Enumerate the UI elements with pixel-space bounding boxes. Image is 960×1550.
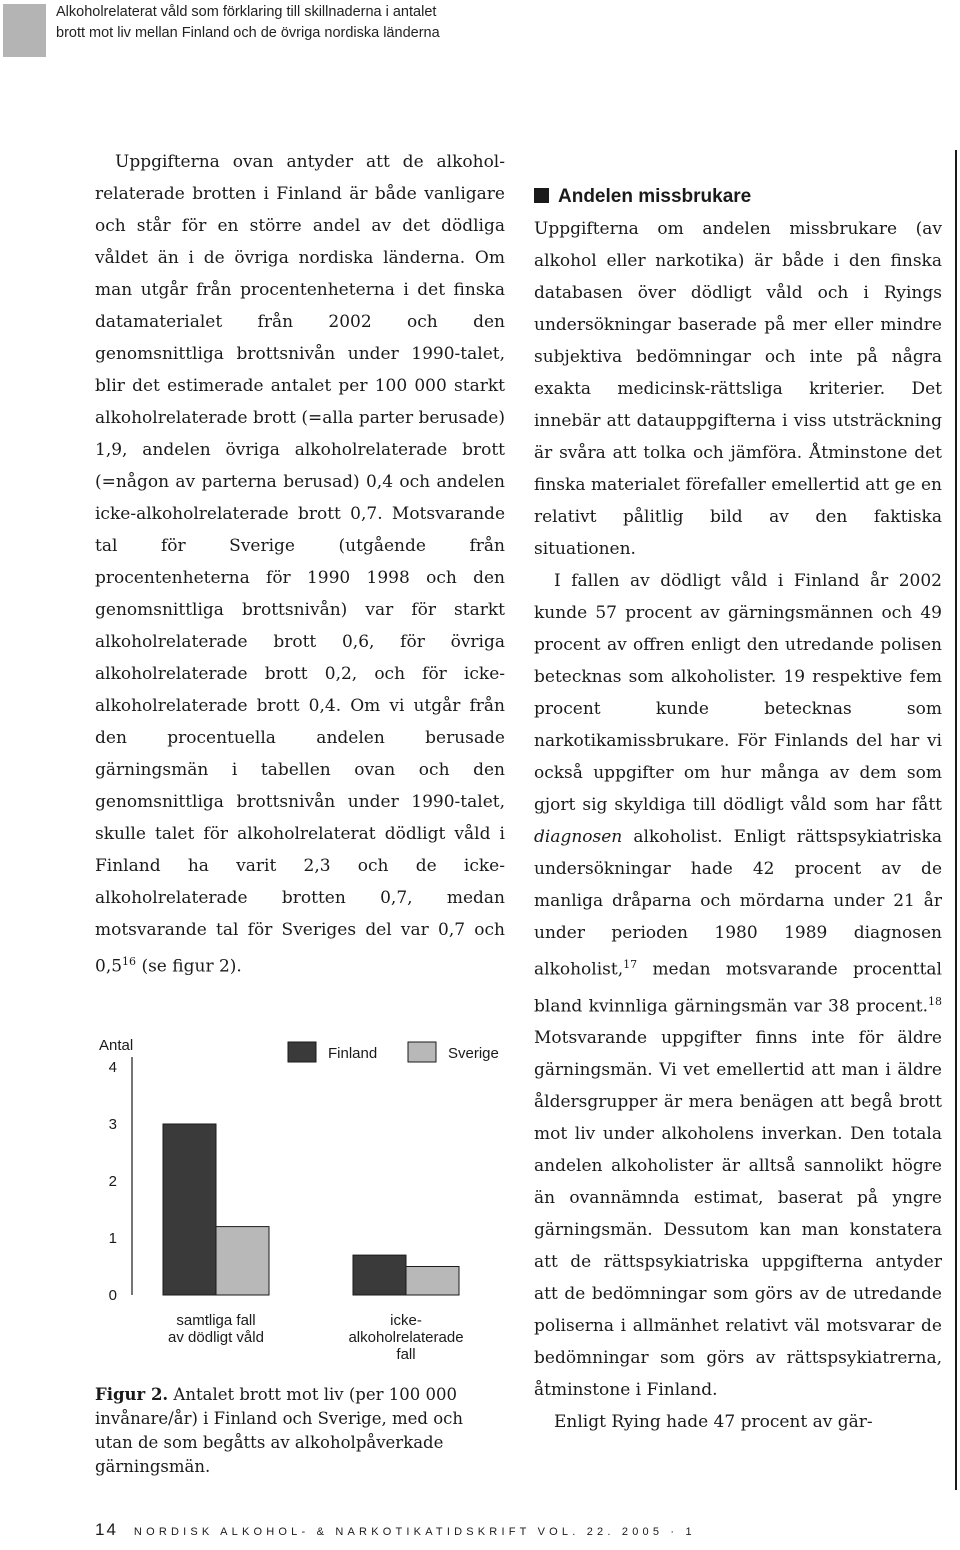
right-paragraph-2-text-c: medan motsvarande procenttal bland kvinnliga gärningsmän var 38 procent. (534, 959, 942, 1017)
legend-swatch-finland (288, 1042, 316, 1062)
running-head (56, 2, 440, 44)
running-head-line-1: Alkoholrelaterat våld som förklaring till skillnaderna i antalet (56, 4, 437, 20)
footnote-ref-16[interactable]: 16 (122, 955, 137, 968)
right-paragraph-2-text-a: I fallen av dödligt våld i Finland år 2002 kunde 57 procent av gärningsmännen och 49 procent av offren enligt den utredande polisen betecknas som alkoholister. 19 respektive fem procent kunde betecknas som narkotikamissbrukare. För Finlands del har vi också uppgifter om hur många av dem som gjort sig skyldiga till dödligt våld som har fått (534, 571, 942, 815)
caption-label: Figur 2. (95, 1385, 169, 1404)
caption-text: Antalet brott mot liv (per 100 000 invånare/år) i Finland och Sverige, med och utan de som begåtts av alkoholpåverkade gärningsmän. (95, 1385, 464, 1476)
page-number: 14 (95, 1520, 118, 1539)
bar-finland-1 (163, 1124, 216, 1295)
left-paragraph-1-end: (se figur 2). (136, 956, 242, 977)
category-label: av dödligt våld (168, 1329, 264, 1346)
y-tick-label: 4 (108, 1059, 117, 1076)
bar-finland-2 (353, 1255, 406, 1295)
left-paragraph-1 (95, 146, 505, 983)
category-label: fall (396, 1346, 416, 1363)
section-heading (534, 181, 942, 213)
emphasis-diagnosen: diagnosen (534, 827, 623, 847)
left-column (95, 146, 505, 983)
footnote-ref-18[interactable]: 18 (928, 994, 942, 1008)
y-tick-label: 2 (108, 1173, 117, 1190)
header-color-block (3, 4, 46, 57)
heading-square-icon (534, 188, 549, 203)
right-paragraph-1: Uppgifterna om andelen missbrukare (av alkohol eller narkotika) är både i den finska databasen över dödligt våld och i Ryings undersökningar baserade på mer eller mindre subjektiva bedömningar och inte på några exakta medicinsk-rättsliga kriterier. Det innebär att datauppgifterna i viss utsträckning är svåra att tolka och jämföra. Åtminstone det finska materialet förefaller emellertid att ge en relativt pålitlig bild av den faktiska situationen. (534, 219, 942, 559)
y-tick-label: 1 (108, 1230, 117, 1247)
figure-2-chart (95, 1030, 515, 1370)
bar-sverige-1 (216, 1227, 269, 1295)
journal-name: NORDISK ALKOHOL- & NARKOTIKATIDSKRIFT VOL. 22. 2005 · 1 (133, 1526, 696, 1538)
y-axis-label: Antal (99, 1037, 134, 1054)
legend-swatch-sverige (408, 1042, 436, 1062)
right-paragraph-2-text-d: Motsvarande uppgifter finns inte för äldre gärningsmän. Vi vet emellertid att man i äldre åldersgrupper är mera benägen att begå brott mot liv under alkoholens inverkan. Den totala andelen alkoholister är alltså sannolikt högre än ovannämnda estimat, baserat på yngre gärningsmän. Dessutom kan man konstatera att de rättspsykiatriska uppgifterna antyder att de bedömningar som görs av de utredande poliserna i allmänhet relativt väl motsvarar de bedömningar som görs av rättspsykiatrerna, åtminstone i Finland. (534, 1028, 942, 1401)
bar-sverige-2 (406, 1267, 459, 1296)
legend-label-sverige: Sverige (448, 1045, 499, 1062)
legend-label-finland: Finland (328, 1045, 378, 1062)
category-label: samtliga fall (176, 1312, 256, 1329)
footnote-ref-17[interactable]: 17 (623, 958, 638, 971)
figure-caption (95, 1383, 505, 1479)
bar-chart-svg (95, 1030, 515, 1370)
category-label: alkoholrelaterade (348, 1329, 464, 1346)
section-heading-text: Andelen missbrukare (558, 186, 752, 207)
category-label: icke- (390, 1312, 422, 1329)
column-rule (955, 150, 957, 1490)
right-paragraph-2-text-b: alkoholist. Enligt rättspsykiatriska undersökningar hade 42 procent av de manliga dråparna och mördarna under 21 år under perioden 1980 1989 diagnosen alkoholist, (534, 827, 942, 980)
y-tick-label: 3 (108, 1116, 117, 1133)
left-paragraph-1-text: Uppgifterna ovan antyder att de alkoholrelaterade brotten i Finland är både vanligare och står för en större andel av det dödliga våldet än i de övriga nordiska länderna. Om man utgår från procentenheterna i det finska datamaterialet från 2002 och den genomsnittliga brottsnivån under 1990-talet, blir det estimerade antalet per 100 000 starkt alkoholrelaterade brott (=alla parter berusade) 1,9, andelen övriga alkoholrelaterade brott (=någon av parterna berusad) 0,4 och andelen icke-alkoholrelaterade brott 0,7. Motsvarande tal för Sverige (utgående från procentenheterna för 1990 1998 och den genomsnittliga brottsnivån) var för starkt alkoholrelaterade brott 0,6, för övriga alkoholrelaterade brott 0,2, och för icke-alkoholrelaterade brott 0,4. Om vi utgår från den procentuella andelen berusade gärningsmän i tabellen ovan och den genomsnittliga brottsnivån under 1990-talet, skulle talet för alkoholrelaterat dödligt våld i Finland ha varit 2,3 och de icke-alkoholrelaterade brotten 0,7, medan motsvarande tal för Sveriges del var 0,7 och 0,5 (95, 152, 505, 977)
right-paragraph-3: Enligt Rying hade 47 procent av gär- (554, 1412, 873, 1433)
right-column (534, 181, 942, 1438)
right-paragraph-2 (534, 565, 942, 1406)
y-tick-label: 0 (108, 1287, 117, 1304)
page-footer (95, 1520, 895, 1550)
running-head-line-2: brott mot liv mellan Finland och de övriga nordiska länderna (56, 25, 440, 41)
